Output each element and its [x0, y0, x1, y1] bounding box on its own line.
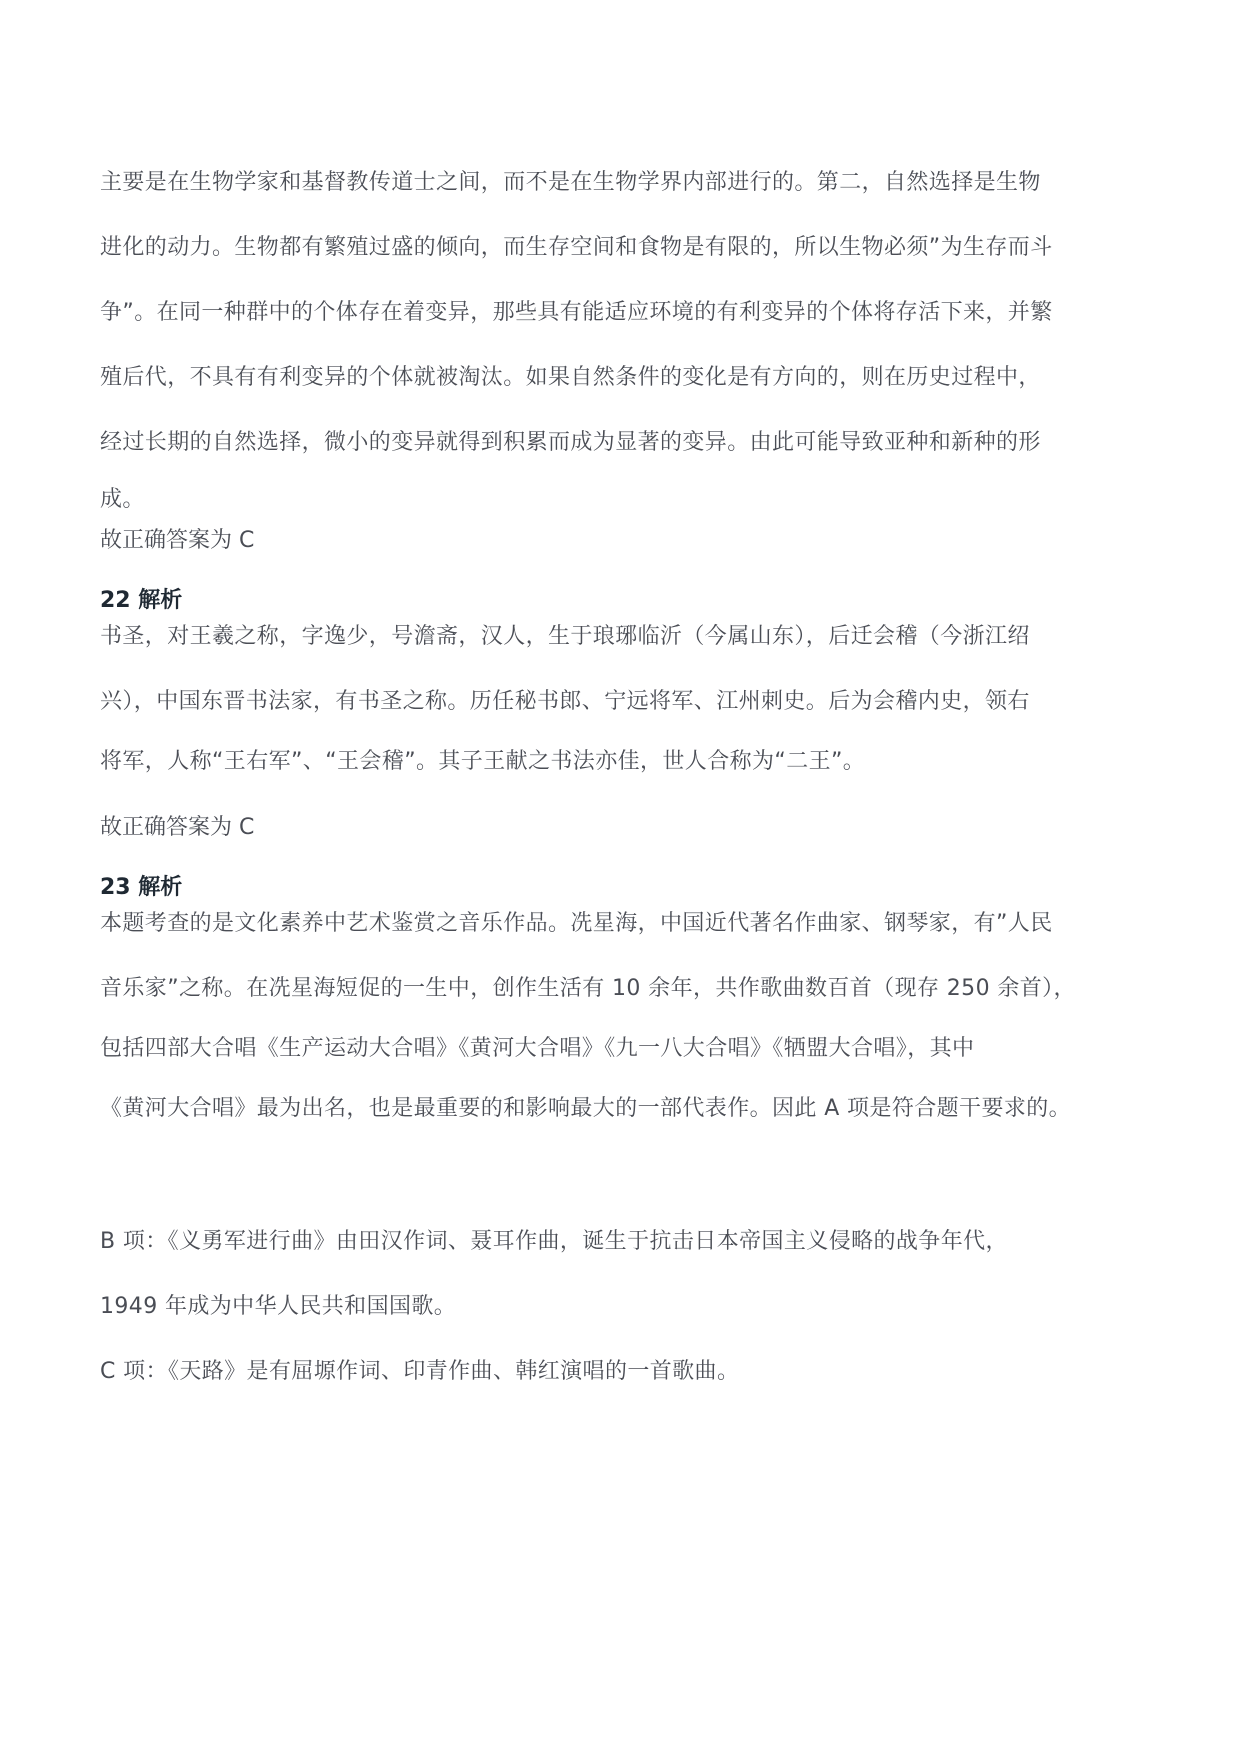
text-line: 成。	[100, 487, 145, 512]
intro-paragraph	[100, 150, 1160, 525]
text-line: 经过长期的自然选择，微小的变异就得到积累而成为显著的变异。由此可能导致亚种和新种的形	[100, 430, 1041, 455]
q22-heading: 22 解析	[100, 588, 183, 613]
q23-heading: 23 解析	[100, 875, 183, 900]
document-page	[100, 150, 1160, 1389]
q22-paragraph	[100, 619, 1160, 774]
text-line: 殖后代，不具有有利变异的个体就被淘汰。如果自然条件的变化是有方向的，则在历史过程中，	[100, 365, 1041, 390]
text-line: 1949 年成为中华人民共和国国歌。	[100, 1294, 457, 1319]
text-line: 书圣，对王羲之称，字逸少，号澹斋，汉人，生于琅琊临沂（今属山东），后迁会稽（今浙江绍	[100, 624, 1030, 649]
text-line: 将军，人称“王右军”、“王会稽”。其子王献之书法亦佳，世人合称为“二王”。	[100, 749, 866, 774]
text-line: 争”。在同一种群中的个体存在着变异，那些具有能适应环境的有利变异的个体将存活下来，并繁	[100, 300, 1053, 325]
text-line: 本题考查的是文化素养中艺术鉴赏之音乐作品。冼星海，中国近代著名作曲家、钢琴家，有”人民	[100, 911, 1053, 936]
text-line: B 项：《义勇军进行曲》由田汉作词、聂耳作曲，诞生于抗击日本帝国主义侵略的战争年代，	[100, 1229, 1008, 1254]
text-line: 《黄河大合唱》最为出名，也是最重要的和影响最大的一部代表作。因此 A 项是符合题干要求的。	[100, 1096, 1072, 1121]
text-line: 兴），中国东晋书法家，有书圣之称。历任秘书郎、宁远将军、江州刺史。后为会稽内史，领右	[100, 689, 1030, 714]
q23-option-c: C 项：《天路》是有屈塬作词、印青作曲、韩红演唱的一首歌曲。	[100, 1359, 740, 1384]
q22-answer: 故正确答案为 C	[100, 815, 255, 840]
text-line: 音乐家”之称。在冼星海短促的一生中，创作生活有 10 余年，共作歌曲数百首（现存 250 余首），	[100, 976, 1076, 1001]
text-line: 包括四部大合唱《生产运动大合唱》《黄河大合唱》《九一八大合唱》《牺盟大合唱》，其中	[100, 1036, 975, 1061]
text-line: 主要是在生物学家和基督教传道士之间，而不是在生物学界内部进行的。第二，自然选择是生物	[100, 170, 1041, 195]
q23-option-b	[100, 1224, 1160, 1354]
q23-paragraph	[100, 906, 1160, 1156]
text-line: 进化的动力。生物都有繁殖过盛的倾向，而生存空间和食物是有限的，所以生物必须”为生存而斗	[100, 235, 1053, 260]
intro-answer: 故正确答案为 C	[100, 528, 255, 553]
